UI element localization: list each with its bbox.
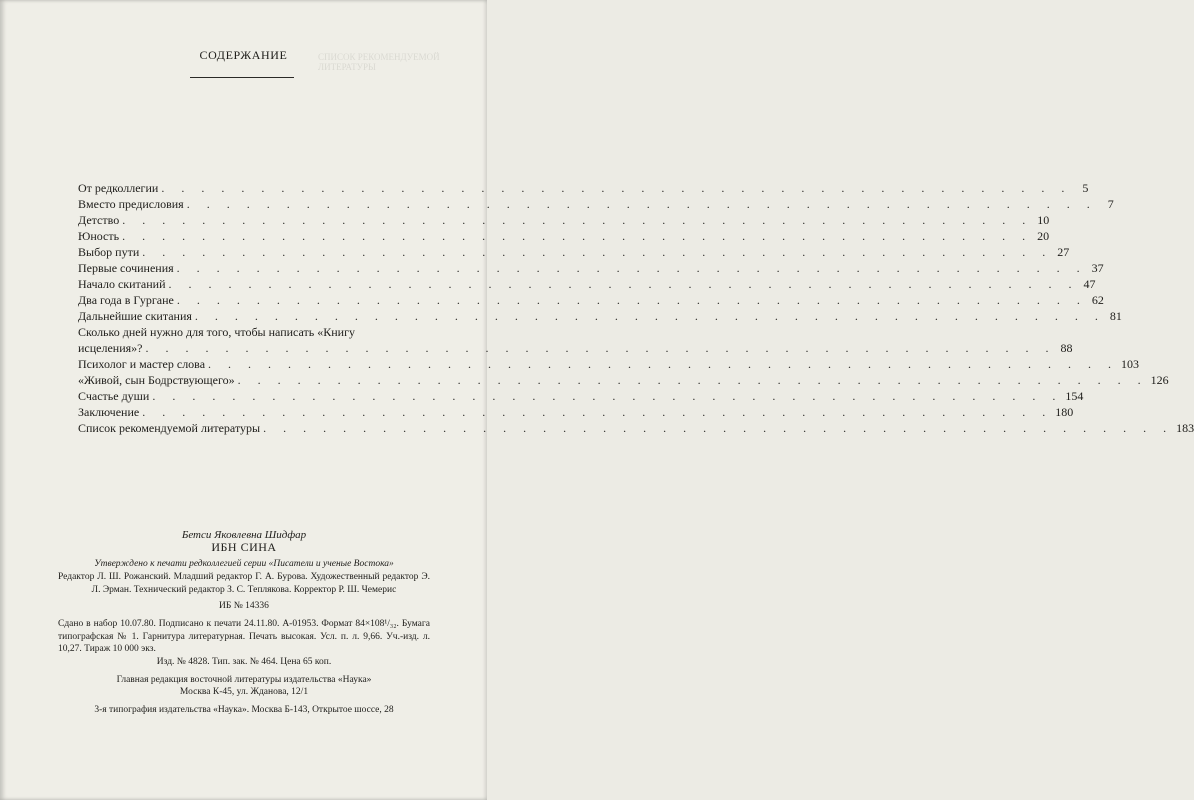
toc-page-number: 10 [1037, 213, 1050, 227]
toc-leader-dots: . . . . . . . . . . . . . . . . . . . . . . . . . . . . . . . . . . . . . . . . . . . . . . [142, 245, 1053, 259]
toc-entry [78, 292, 1104, 308]
toc-entry [78, 324, 432, 340]
toc-page-number: 180 [1055, 405, 1074, 419]
heading-rule [190, 77, 294, 78]
publisher-address: Москва К-45, ул. Жданова, 12/1 [179, 687, 309, 698]
toc-page-number: 126 [1150, 373, 1169, 387]
toc-leader-dots: . . . . . . . . . . . . . . . . . . . . . . . . . . . . . . . . . . . . . . . . . . . . . . [176, 261, 1087, 275]
approval-note: Утверждено к печати редколлегией серии «Писатели и ученые Востока» [94, 558, 394, 569]
toc-entry-title: Два года в Гургане [78, 293, 174, 307]
toc-page-number: 5 [1082, 181, 1089, 195]
toc-entry-continued [78, 340, 1073, 356]
toc-entry [78, 212, 1050, 228]
colophon [58, 529, 430, 716]
toc-leader-dots: . . . . . . . . . . . . . . . . . . . . . . . . . . . . . . . . . . . . . . . . . . . . . . [145, 341, 1056, 355]
book-title: ИБН СИНА [211, 540, 277, 555]
toc-entry [78, 276, 1096, 292]
toc-entry-title: Первые сочинения [78, 261, 174, 275]
toc-entry [78, 260, 1104, 276]
editors-credits: Редактор Л. Ш. Рожанский. Младший редактор Г. А. Бурова. Художественный редактор Э. Л. Эрман. Технический редактор З. С. Теплякова. Корректор Р. Ш. Чемерис [58, 572, 430, 595]
toc-leader-dots: . . . . . . . . . . . . . . . . . . . . . . . . . . . . . . . . . . . . . . . . . . . . . . [237, 373, 1148, 387]
table-of-contents [78, 180, 1194, 436]
toc-entry-title: Детство [78, 213, 120, 227]
toc-leader-dots: . . . . . . . . . . . . . . . . . . . . . . . . . . . . . . . . . . . . . . . . . . . . . . [122, 213, 1033, 227]
toc-leader-dots: . . . . . . . . . . . . . . . . . . . . . . . . . . . . . . . . . . . . . . . . . . . . . . [176, 293, 1087, 307]
toc-entry [78, 228, 1050, 244]
toc-entry [78, 180, 1089, 196]
publisher-name: Главная редакция восточной литературы издательства «Наука» [116, 675, 372, 686]
toc-leader-dots: . . . . . . . . . . . . . . . . . . . . . . . . . . . . . . . . . . . . . . . . . . . . . . [168, 277, 1079, 291]
toc-entry-title: От редколлегии [78, 181, 159, 195]
toc-entry [78, 420, 1194, 436]
toc-leader-dots: . . . . . . . . . . . . . . . . . . . . . . . . . . . . . . . . . . . . . . . . . . . . . . [152, 389, 1063, 403]
toc-entry-title: Юность [78, 229, 120, 243]
toc-leader-dots: . . . . . . . . . . . . . . . . . . . . . . . . . . . . . . . . . . . . . . . . . . . . . . [142, 405, 1053, 419]
toc-leader-dots: . . . . . . . . . . . . . . . . . . . . . . . . . . . . . . . . . . . . . . . . . . . . . . [186, 197, 1097, 211]
print-specs-order: Изд. № 4828. Тип. зак. № 464. Цена 65 коп. [156, 656, 332, 667]
toc-entry-title-continued: исцеления»? [78, 341, 143, 355]
toc-page-number: 27 [1057, 245, 1070, 259]
toc-leader-dots: . . . . . . . . . . . . . . . . . . . . . . . . . . . . . . . . . . . . . . . . . . . . . . [263, 421, 1174, 435]
toc-page-number: 103 [1121, 357, 1140, 371]
toc-entry [78, 356, 1140, 372]
toc-page-number: 37 [1091, 261, 1104, 275]
toc-leader-dots: . . . . . . . . . . . . . . . . . . . . . . . . . . . . . . . . . . . . . . . . . . . . . . [194, 309, 1105, 323]
toc-entry-title: Вместо предисловия [78, 197, 184, 211]
toc-entry-title: Счастье души [78, 389, 150, 403]
ib-number: ИБ № 14336 [219, 601, 269, 612]
toc-entry-title: Начало скитаний [78, 277, 166, 291]
toc-page-number: 47 [1083, 277, 1096, 291]
toc-page-number: 20 [1037, 229, 1050, 243]
toc-leader-dots: . . . . . . . . . . . . . . . . . . . . . . . . . . . . . . . . . . . . . . . . . . . . . . [208, 357, 1119, 371]
printer-info: 3-я типография издательства «Наука». Москва Б-143, Открытое шоссе, 28 [94, 704, 394, 715]
print-specs: Сдано в набор 10.07.80. Подписано к печати 24.11.80. А-01953. Формат 84×108¹/₃₂. Бумага типографская № 1. Гарнитура литературная. Печать высокая. Усл. п. л. 9,66. Уч.-изд. л. 10,27. Тираж 10 000 экз. [58, 619, 430, 655]
toc-page-number: 62 [1091, 293, 1104, 307]
toc-leader-dots: . . . . . . . . . . . . . . . . . . . . . . . . . . . . . . . . . . . . . . . . . . . . . . [161, 181, 1072, 195]
toc-entry-title: Заключение [78, 405, 140, 419]
toc-entry [78, 196, 1114, 212]
toc-entry-title: Выбор пути [78, 245, 140, 259]
toc-entry [78, 372, 1169, 388]
toc-page-number: 7 [1107, 197, 1114, 211]
toc-page-number: 88 [1060, 341, 1073, 355]
toc-page-number: 183 [1176, 421, 1194, 435]
toc-entry [78, 388, 1084, 404]
toc-entry [78, 244, 1070, 260]
bleed-through-text: СПИСОК РЕКОМЕНДУЕМОЙ ЛИТЕРАТУРЫ [318, 52, 440, 72]
author-name: Бетси Яковлевна Шидфар [181, 529, 307, 541]
toc-entry [78, 308, 1122, 324]
toc-page-number: 81 [1109, 309, 1122, 323]
toc-entry-title: Дальнейшие скитания [78, 309, 192, 323]
toc-entry-title: Список рекомендуемой литературы [78, 421, 261, 435]
toc-page-number: 154 [1065, 389, 1084, 403]
toc-entry-title: «Живой, сын Бодрствующего» [78, 373, 235, 387]
toc-entry-title: Сколько дней нужно для того, чтобы написать «Книгу [78, 325, 356, 339]
toc-entry-title: Психолог и мастер слова [78, 357, 206, 371]
toc-entry [78, 404, 1074, 420]
toc-leader-dots: . . . . . . . . . . . . . . . . . . . . . . . . . . . . . . . . . . . . . . . . . . . . . . [122, 229, 1033, 243]
contents-heading: СОДЕРЖАНИЕ [199, 48, 288, 62]
